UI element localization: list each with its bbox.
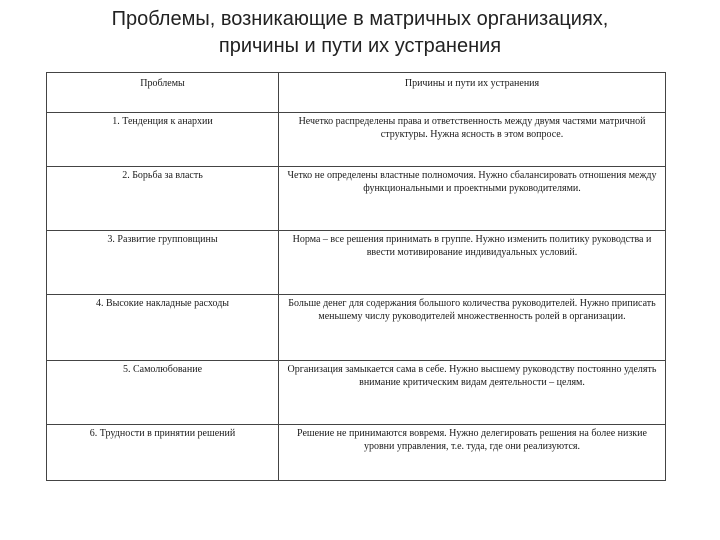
solution-cell: Четко не определены властные полномочия. Нужно сбалансировать отношения между функциональными и проектными руководителями. xyxy=(279,167,666,231)
header-causes-solutions: Причины и пути их устранения xyxy=(279,73,666,113)
solution-cell: Нечетко распределены права и ответственность между двумя частями матричной структуры. Нужна ясность в этом вопросе. xyxy=(279,113,666,167)
problem-cell: 2. Борьба за власть xyxy=(47,167,279,231)
table-row xyxy=(47,167,666,231)
solution-cell: Организация замыкается сама в себе. Нужно высшему руководству постоянно уделять внимание критическим видам деятельности – целям. xyxy=(279,361,666,425)
table-header-row xyxy=(47,73,666,113)
solution-cell: Больше денег для содержания большого количества руководителей. Нужно приписать меньшему числу руководителей множественность ролей в организации. xyxy=(279,295,666,361)
solution-cell: Решение не принимаются вовремя. Нужно делегировать решения на более низкие уровни управления, т.е. туда, где они реализуются. xyxy=(279,425,666,481)
problem-cell: 6. Трудности в принятии решений xyxy=(47,425,279,481)
problem-cell: 3. Развитие групповщины xyxy=(47,231,279,295)
slide-title-line-2: причины и пути их устранения xyxy=(218,35,502,57)
table-row xyxy=(47,295,666,361)
solution-cell: Норма – все решения принимать в группе. Нужно изменить политику руководства и ввести мотивирование индивидуальных условий. xyxy=(279,231,666,295)
table-row xyxy=(47,113,666,167)
table-row xyxy=(47,231,666,295)
problem-cell: 4. Высокие накладные расходы xyxy=(47,295,279,361)
problem-cell: 5. Самолюбование xyxy=(47,361,279,425)
slide-title xyxy=(0,6,720,60)
problems-table xyxy=(46,72,666,481)
problem-cell: 1. Тенденция к анархии xyxy=(47,113,279,167)
header-problems: Проблемы xyxy=(47,73,279,113)
table-row xyxy=(47,425,666,481)
slide-title-line-1: Проблемы, возникающие в матричных организациях, xyxy=(111,8,609,30)
table-row xyxy=(47,361,666,425)
